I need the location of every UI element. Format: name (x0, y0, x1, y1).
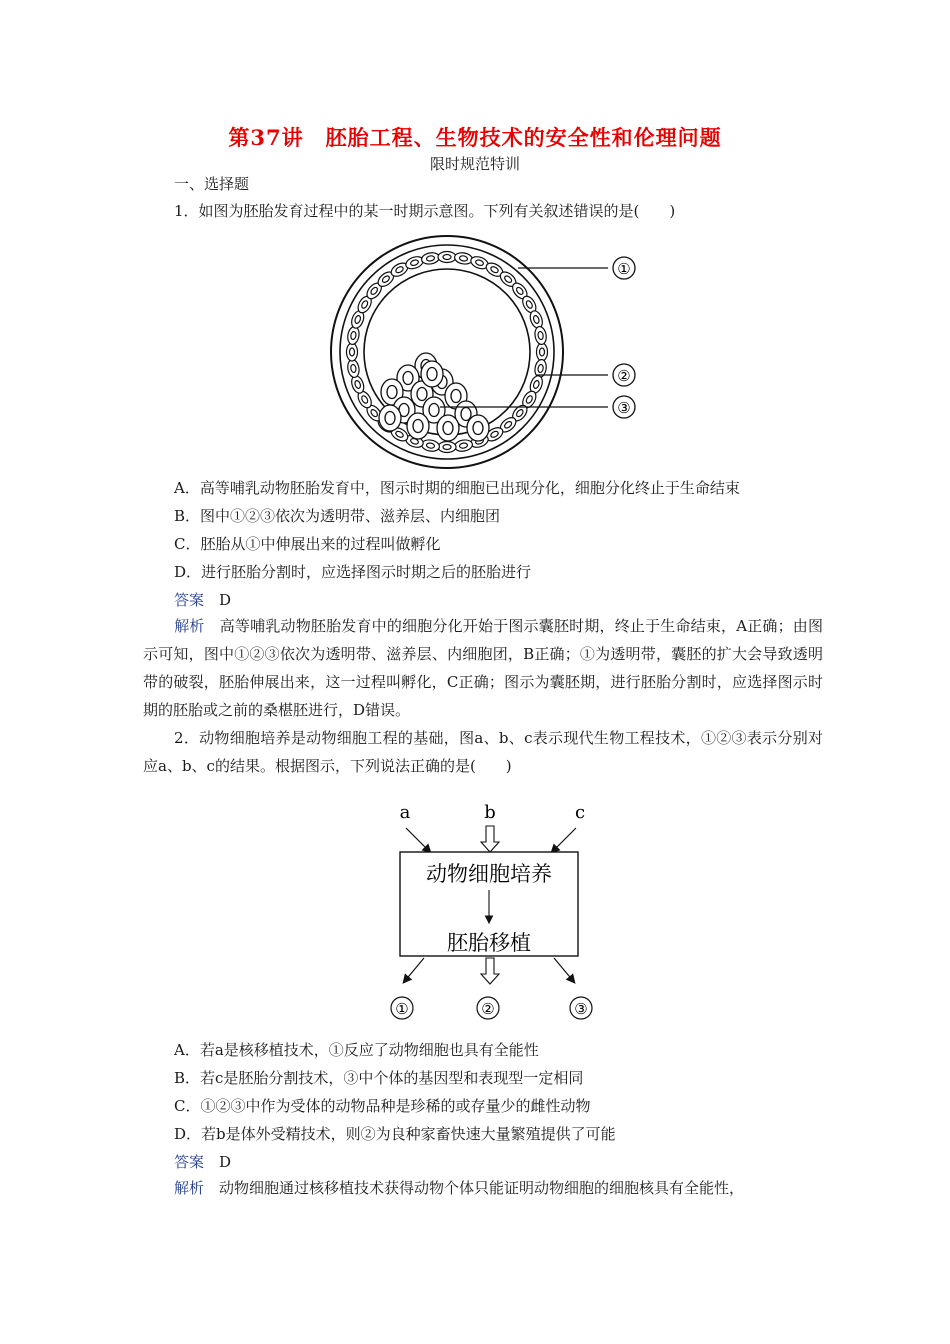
cell-nucleus (537, 364, 543, 373)
cell-nucleus (540, 348, 545, 356)
cell-nucleus (537, 331, 543, 340)
cell-nucleus (461, 408, 471, 421)
analysis-label: 解析 (174, 1179, 205, 1197)
cell-nucleus (387, 386, 397, 399)
cell-nucleus (426, 442, 435, 448)
q2-stem-text: 2．动物细胞培养是动物细胞工程的基础，图a、b、c表示现代生物工程技术，①②③表示分别对应a、b、c的结果。根据图示，下列说法正确的是( ) (143, 729, 823, 775)
cell-nucleus (451, 390, 461, 403)
input-c: c (574, 802, 586, 823)
q2-analysis (143, 1174, 823, 1202)
q1-option-a: A．高等哺乳动物胚胎发育中，图示时期的细胞已出现分化，细胞分化终止于生命结束 (174, 479, 740, 497)
blastocyst-figure (330, 230, 660, 475)
cell-nucleus (443, 445, 451, 450)
cell-nucleus (403, 372, 413, 385)
q1-stem: 1．如图为胚胎发育过程中的某一时期示意图。下列有关叙述错误的是( ) (174, 202, 676, 220)
output-3: ③ (574, 1000, 588, 1018)
cell-nucleus (426, 255, 435, 261)
section-heading: 一、选择题 (174, 175, 250, 193)
input-a: a (399, 802, 411, 823)
page-title: 第37讲 胚胎工程、生物技术的安全性和伦理问题 (228, 125, 722, 150)
answer-value: D (219, 1153, 232, 1171)
analysis-text: 高等哺乳动物胚胎发育中的细胞分化开始于图示囊胚时期，终止于生命结束，A正确；由图示可知，图中①②③依次为透明带、滋养层、内细胞团，B正确；①为透明带，囊胚的扩大会导致透明带的破裂，胚胎伸展出来，这一过程叫孵化，C正确；图示为囊胚期，进行胚胎分割时，应选择图示时期的胚胎或之前的桑椹胚进行，D错误。 (143, 617, 823, 719)
q1-option-b: B．图中①②③依次为透明带、滋养层、内细胞团 (174, 507, 501, 525)
cell-nucleus (443, 255, 451, 260)
analysis-text: 动物细胞通过核移植技术获得动物个体只能证明动物细胞的细胞核具有全能性， (219, 1179, 745, 1197)
q1-option-c: C．胚胎从①中伸展出来的过程叫做孵化 (174, 535, 441, 553)
cell-nucleus (417, 388, 427, 401)
page-subtitle: 限时规范特训 (429, 155, 520, 173)
answer-label: 答案 (174, 591, 205, 609)
q2-option-d: D．若b是体外受精技术，则②为良种家畜快速大量繁殖提供了可能 (174, 1125, 616, 1143)
input-b: b (484, 802, 496, 823)
cell-nucleus (473, 422, 483, 435)
label-2: ② (617, 367, 631, 385)
label-1: ① (617, 260, 631, 278)
technique-flow-diagram (370, 790, 610, 1030)
q2-stem (143, 724, 823, 780)
cell-nucleus (350, 348, 355, 356)
label-3: ③ (617, 399, 631, 417)
cell-nucleus (427, 368, 437, 381)
analysis-label: 解析 (174, 617, 205, 635)
answer-label: 答案 (174, 1153, 205, 1171)
cell-nucleus (350, 364, 356, 373)
q2-option-a: A．若a是核移植技术，①反应了动物细胞也具有全能性 (174, 1041, 539, 1059)
box-bottom-text: 胚胎移植 (447, 931, 531, 955)
q1-option-d: D．进行胚胎分割时，应选择图示时期之后的胚胎进行 (174, 563, 532, 581)
q1-answer (174, 590, 231, 610)
q2-answer (174, 1152, 231, 1172)
cell-nucleus (350, 331, 356, 340)
q1-analysis (143, 612, 823, 724)
cell-nucleus (413, 420, 423, 433)
cell-nucleus (459, 442, 468, 448)
answer-value: D (219, 591, 232, 609)
q2-option-c: C．①②③中作为受体的动物品种是珍稀的或存量少的雌性动物 (174, 1097, 591, 1115)
cell-nucleus (443, 422, 453, 435)
cell-nucleus (385, 412, 395, 425)
cell-nucleus (459, 255, 468, 261)
q2-option-b: B．若c是胚胎分割技术，③中个体的基因型和表现型一定相同 (174, 1069, 584, 1087)
output-1: ① (395, 1000, 409, 1018)
box-top-text: 动物细胞培养 (426, 862, 552, 886)
cell-nucleus (429, 404, 439, 417)
output-2: ② (481, 1000, 495, 1018)
